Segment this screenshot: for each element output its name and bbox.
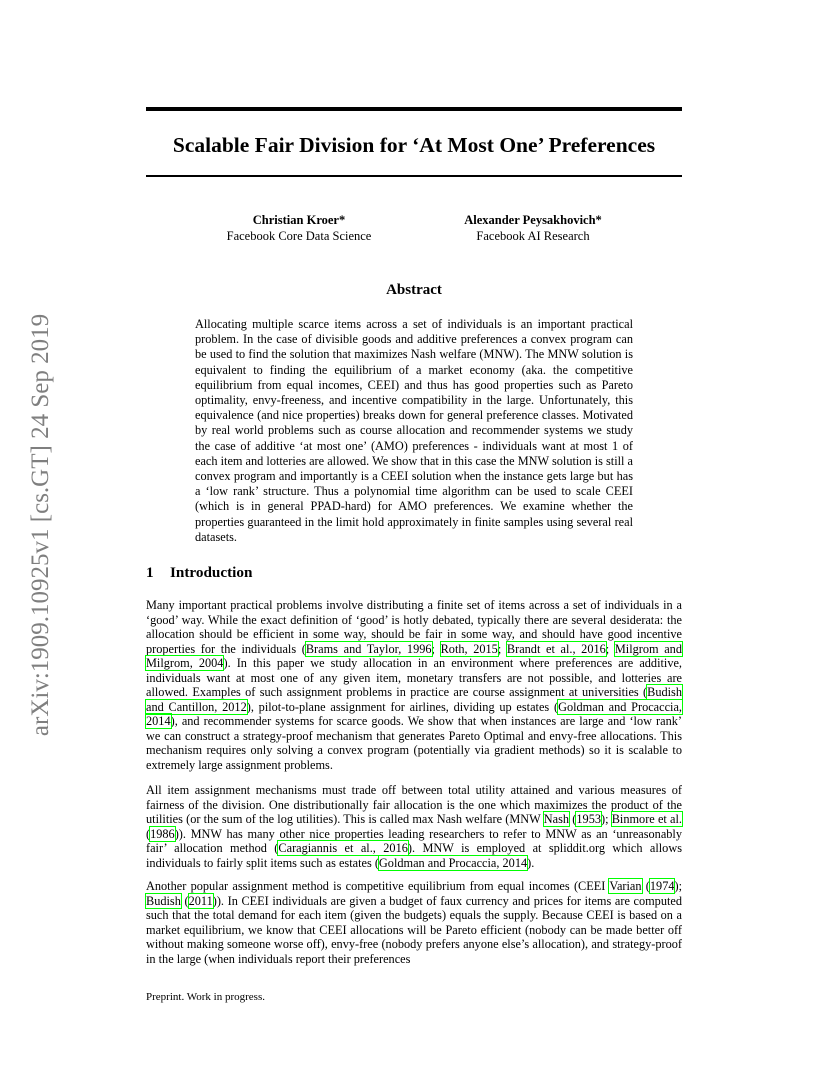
abstract-heading: Abstract xyxy=(386,282,442,298)
citation-link[interactable]: Brams and Taylor, 1996 xyxy=(305,641,432,656)
citation-link[interactable]: 1986 xyxy=(150,826,175,841)
paragraph-text: ), pilot-to-plane assignment for airlines, dividing up estates ( xyxy=(246,699,559,714)
citation-link[interactable]: 2011 xyxy=(188,893,213,908)
section-number: 1 xyxy=(146,564,154,581)
preprint-footer: Preprint. Work in progress. xyxy=(146,991,265,1003)
paragraph-text: ( xyxy=(569,812,577,826)
intro-paragraph-1 xyxy=(146,598,682,772)
author-affiliation: Facebook AI Research xyxy=(476,229,590,243)
paragraph-text: ; xyxy=(605,641,615,656)
citation-link[interactable]: Budish xyxy=(146,893,181,908)
author-block-1 xyxy=(189,212,409,244)
citation-link[interactable]: Roth, 2015 xyxy=(440,641,498,656)
intro-paragraph-2 xyxy=(146,783,682,870)
citation-link[interactable]: Milgrom and Milgrom, 2004 xyxy=(146,641,682,670)
citation-link[interactable]: Goldman and Procaccia, 2014 xyxy=(146,699,682,728)
section-heading xyxy=(146,564,252,582)
author-affiliation: Facebook Core Data Science xyxy=(226,229,372,243)
citation-link[interactable]: Binmore et al. xyxy=(611,812,683,826)
paragraph-text: ). In this paper we study allocation in an environment where preferences are additive, individuals want at most one of any given item, monetary transfers are not possible, and lotteries are allowed. Examples of such assignment problems in practice are course assignment at universities ( xyxy=(146,656,683,699)
arxiv-sidebar-stamp xyxy=(20,290,62,760)
section-title: Introduction xyxy=(170,564,253,581)
arxiv-id-label: arXiv:1909.10925v1 [cs.GT] 24 Sep 2019 xyxy=(27,313,55,737)
paragraph-text: ), and recommender systems for scarce goods. We show that when instances are large and ‘low rank’ we can construct a strategy-proof mechanism that generates Pareto Optimal and envy-free allocations. This mechanism requires only solving a convex program (potentially via gradient methods) so it is scalable to extremely large assignment problems. xyxy=(146,714,682,772)
citation-link[interactable]: Brandt et al., 2016 xyxy=(506,641,606,656)
citation-link[interactable]: Goldman and Procaccia, 2014 xyxy=(378,855,528,870)
citation-link[interactable]: Budish and Cantillon, 2012 xyxy=(146,685,682,714)
paragraph-text: ). xyxy=(527,855,535,870)
author-block-2 xyxy=(423,212,643,244)
paragraph-text: ( xyxy=(641,879,650,893)
title-top-rule xyxy=(146,107,682,111)
intro-paragraph-3 xyxy=(146,879,682,966)
paragraph-text: ). MNW is employed at spliddit.org which allows individuals to fairly split items such as estates ( xyxy=(146,841,682,870)
paragraph-text: )). In CEEI individuals are given a budget of faux currency and prices for items are computed such that the total demand for each item (given the budgets) equals the supply. Because CEEI is based on a market equilibrium, we know that CEEI allocations will be Pareto efficient (nobody can be made better off without making someone worse off), envy-free (nobody prefers anyone else’s allocation), and strategy-proof in the large (when individuals report their preferences xyxy=(146,893,683,966)
paragraph-text: ; xyxy=(497,641,507,656)
citation-link[interactable]: 1953 xyxy=(576,812,601,826)
author-name: Christian Kroer* xyxy=(252,213,346,227)
paragraph-text: Many important practical problems involve distributing a finite set of items across a set of individuals in a ‘good’ way. While the exact definition of ‘good’ is hotly debated, typically there are several desiderata: the allocation should be efficient in some way, should be fair in some way, and should have good incentive properties for the individuals ( xyxy=(146,598,682,656)
citation-link[interactable]: Varian xyxy=(609,879,642,893)
paragraph-text: ); xyxy=(600,812,612,826)
paragraph-text: ); xyxy=(674,879,682,893)
citation-link[interactable]: Nash xyxy=(543,812,570,826)
paragraph-text: ; xyxy=(431,641,441,656)
paragraph-text: ( xyxy=(146,826,151,841)
paragraph-text: All item assignment mechanisms must trade off between total utility attained and various measures of fairness of the division. One distributionally fair allocation is the one which maximizes the product of the utilities (or the sum of the log utilities). This is called max Nash welfare (MNW xyxy=(146,783,682,826)
citation-link[interactable]: Caragiannis et al., 2016 xyxy=(278,841,408,855)
paragraph-text: )). MNW has many other nice properties leading researchers to refer to MNW as an ‘unreasonably fair’ allocation method ( xyxy=(146,826,682,855)
paragraph-text: ( xyxy=(180,893,189,908)
abstract-text: Allocating multiple scarce items across a set of individuals is an important practical problem. In the case of divisible goods and additive preferences a convex program can be used to find the solution that maximizes Nash welfare (MNW). The MNW solution is equivalent to finding the equilibrium of a market economy (aka. the competitive equilibrium from equal incomes, CEEI) and thus has good properties such as Pareto optimality, envy-freeness, and incentive compatibility in the large. Unfortunately, this equivalence (and nice properties) breaks down for general preference classes. Motivated by real world problems such as course allocation and recommender systems we study the case of additive ‘at most one’ (AMO) preferences - individuals want at most 1 of each item and lotteries are allowed. We show that in this case the MNW solution is still a convex program and importantly is a CEEI solution when the instance gets large but has a ‘low rank’ structure. Thus a polynomial time algorithm can be used to scale CEEI (which is in general PPAD-hard) for AMO preferences. We examine whether the properties guaranteed in the limit hold approximately in finite samples using several real datasets. xyxy=(195,317,633,544)
title-bottom-rule xyxy=(146,175,682,177)
paragraph-text: Another popular assignment method is competitive equilibrium from equal incomes (CEEI xyxy=(146,879,610,893)
author-name: Alexander Peysakhovich* xyxy=(464,213,602,227)
citation-link[interactable]: 1974 xyxy=(649,879,675,893)
paper-title: Scalable Fair Division for ‘At Most One’ Preferences xyxy=(172,133,656,157)
